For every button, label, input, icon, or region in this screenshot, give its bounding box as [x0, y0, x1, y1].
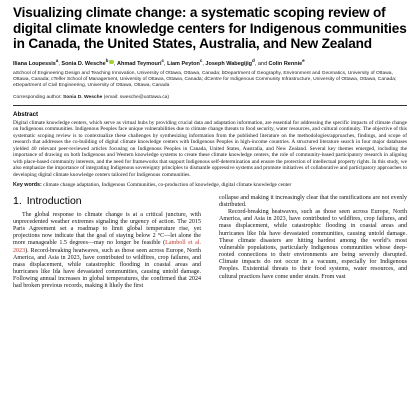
- body-paragraph: [13, 212, 201, 291]
- header-divider: [13, 105, 407, 106]
- body-paragraph: [219, 195, 407, 209]
- author-name: Joseph Wabegijig: [205, 60, 252, 67]
- author-affil-mark: a: [55, 57, 59, 63]
- paragraph-text: collapse and making it increasingly clear that the ramifications are not evenly distributed.: [219, 194, 407, 208]
- author-name: Iliana Loupessis: [13, 60, 56, 67]
- abstract-heading: Abstract: [13, 110, 39, 118]
- author-name: Ahmad Teymouri: [116, 60, 162, 67]
- keywords-label: Key words:: [13, 182, 42, 189]
- author-affil-mark: e: [302, 57, 305, 63]
- author-name: Sonia D. Wesche: [61, 60, 106, 67]
- affiliations: aSchool of Engineering Design and Teaching Innovation, University of Ottawa, Ottawa, Canada; bDepartment of Geography, Environment and Geomatics, University of Ottawa, Ottawa, Canada; cTelfer School of Management, University of Ottawa, Ottawa, Canada; dCentre for Indigenous Community Infrastructure, University of Ottawa, Ottawa, Canada; eDepartment of Civil Engineering, University of Ottawa, Ottawa, Canada: [13, 70, 397, 89]
- corresponding-name: Sonia D. Wesche: [63, 94, 103, 100]
- section-number: 1.: [13, 194, 22, 207]
- keywords-text: climate change adaptation, Indigenous Communities, co-production of knowledge, digital climate knowledge center: [43, 182, 292, 189]
- keywords: [13, 182, 407, 189]
- author-affil-mark: c: [161, 57, 165, 63]
- section-title: Introduction: [26, 194, 82, 207]
- paragraph-text: The global response to climate change is at a critical juncture, with unprecedented weather extremes signaling the urgency of action. The 2015 Paris Agreement set a roadmap to limit global temperature rise, yet projections now indicate that the goal of staying below 2 °C—let alone the more manageable 1.5 degrees—may no longer be feasible (: [13, 211, 201, 247]
- citation-link[interactable]: Lamboll et al. 2023: [13, 240, 201, 254]
- body-columns: [13, 195, 407, 291]
- paper-title: Visualizing climate change: a systematic scoping review of digital climate knowledge centers for Indigenous communities in Canada, the United States, Australia, and New Zealand: [13, 5, 407, 52]
- corresponding-author: [13, 95, 407, 101]
- abstract-text: Digital climate knowledge centers, which serve as virtual hubs by providing crucial data and adaptation information, are essential for addressing the specific impacts of climate change on Indigenous communities. Indigenous Peoples face unique vulnerabilities due to climate change threats to food security, water resources, and cultural continuity. The objective of this systematic scoping review is to contextualize these challenges by synthesizing information from the published literature on the methodologies/approaches, findings, and scope of research that addresses the co-building of digital climate knowledge centers with Indigenous Peoples in high-income countries. A structured literature search in four major databases yielded 40 relevant peer-reviewed articles focusing on Indigenous Peoples in Canada, United States, Australia, and New Zealand. Several key themes emerged, including the importance of drawing on both Indigenous and Western knowledge systems to create these climate knowledge centers, the role of community-based participatory research in aligning with place-based community interests, and the need for frameworks that support Indigenous self-determination and ensure the protection of intellectual property rights. In this study, we also emphasize the importance of integrating Indigenous sovereignty principles to dismantle oppressive systems and promote initiatives of collaborative and participatory approaches to developing digital climate knowledge centers tailored for Indigenous communities.: [13, 119, 407, 178]
- author-affil-mark: d: [251, 57, 255, 63]
- paragraph-text: ). Record-breaking heatwaves, such as those seen across Europe, North America, and Asia in 2023, have contributed to wildfires, crop failures, and mass displacement, while catastrophic flooding in coastal areas and hurricanes like Ida have devastated communities, causing untold damage. Following annual increases in global temperatures, the confirmed that 2024 had broken previous records, making it likely the first: [13, 247, 201, 290]
- author-affil-mark: c: [199, 57, 203, 63]
- author-affil-mark: b: [105, 57, 109, 63]
- left-column: [13, 195, 201, 291]
- author-name: Colin Rennie: [268, 60, 303, 67]
- right-column: [219, 195, 407, 281]
- body-paragraph: [219, 209, 407, 281]
- corresponding-label: Corresponding author:: [13, 94, 62, 100]
- right-column-body: [219, 195, 407, 281]
- author-list: Iliana Loupessis$^a$, Sonia D. Wesche$^b$, Ahmad Teymouri$^c$, Liam Peyton$^c$, Joseph Wabegijig$^d$, and Colin Rennie$^e$: [13, 57, 305, 67]
- paragraph-text: Record-breaking heatwaves, such as those seen across Europe, North America, and Asia in 2023, have contributed to wildfires, crop failures, and mass displacement, while catastrophic flooding in coastal areas and hurricanes like Ida have devastated communities, causing untold damage. These climate disasters are hitting hardest among the world’s most vulnerable populations, particularly Indigenous communities whose deep-rooted connections to their environments are being severely disrupted. Climate impacts do not occur in a vacuum, especially for Indigenous Peoples. Existential threats to their food systems, water resources, and cultural practices have come under strain. From vast: [219, 209, 407, 280]
- left-column-body: [13, 212, 201, 291]
- author-name: Liam Peyton: [167, 60, 200, 67]
- corresponding-email[interactable]: (email: swesche@uottawa.ca): [103, 94, 170, 100]
- section-heading: [13, 195, 201, 207]
